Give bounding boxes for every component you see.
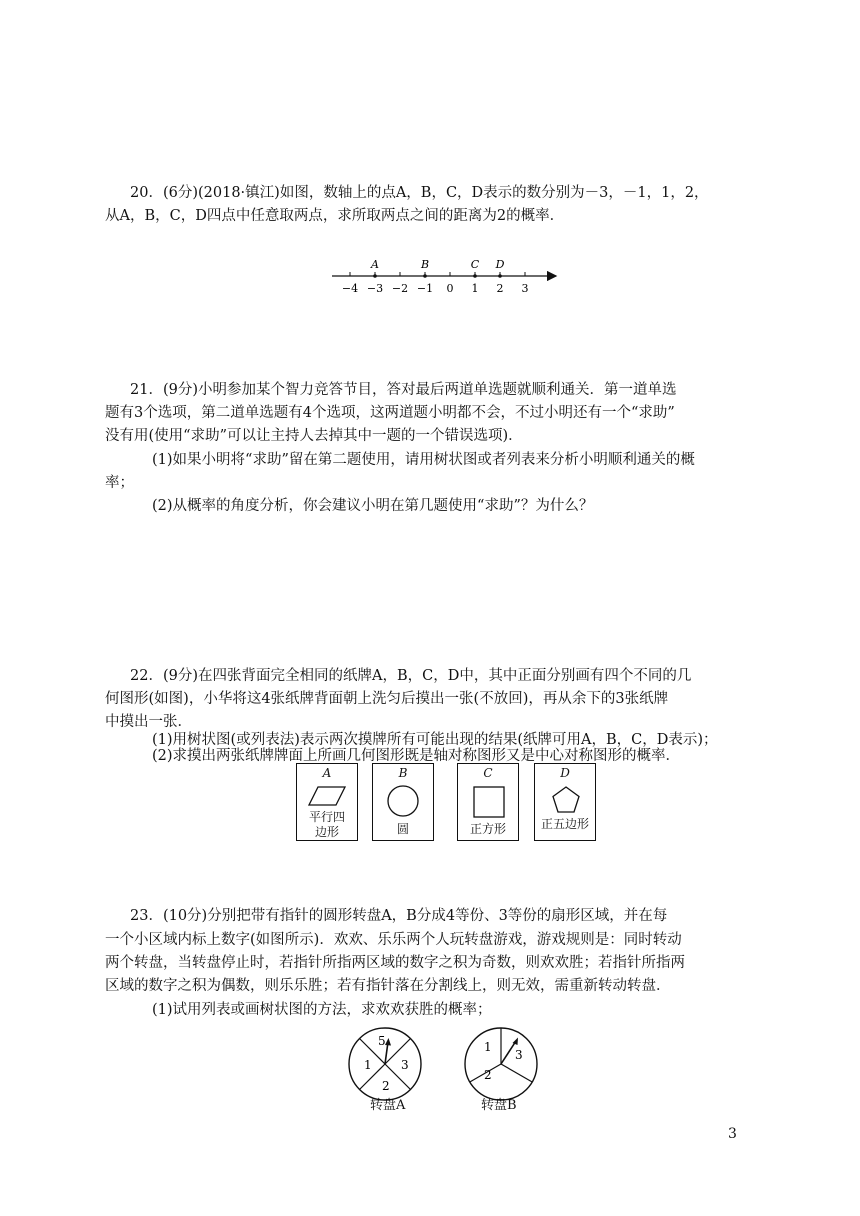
card-d-letter: D <box>560 766 570 780</box>
q22-text-line3: 中摸出一张． <box>105 714 192 730</box>
circle-icon <box>384 782 422 820</box>
q20-text-line1: 20．(6分)(2018·镇江)如图，数轴上的点A，B，C，D表示的数分别为－3，－1，1，2， <box>130 185 709 201</box>
number-line-tick-label: −1 <box>416 282 434 294</box>
number-line-tick-label: 0 <box>446 282 454 294</box>
number-line-point-label: C <box>470 258 480 271</box>
q21-part1-line2: 率； <box>105 475 134 491</box>
number-line-figure <box>330 256 565 294</box>
spinner-b-number-bottom: 2 <box>484 1068 492 1082</box>
card-d-name: 正五边形 <box>540 817 589 831</box>
spinner-a-caption: 转盘A <box>370 1098 406 1113</box>
spinner-a-number-bottom: 2 <box>382 1079 390 1093</box>
number-line-point-a <box>373 274 377 278</box>
number-line-point-label: D <box>495 258 505 271</box>
number-line-point-b <box>423 274 427 278</box>
card-c-name: 正方形 <box>469 822 506 836</box>
card-d <box>534 763 596 841</box>
page-number: 3 <box>728 1126 737 1142</box>
spinner-b-pointer <box>501 1041 516 1064</box>
number-line-point-label: A <box>371 258 379 271</box>
q23-text-line3: 两个转盘，当转盘停止时，若指针所指两区域的数字之积为奇数，则欢欢胜；若指针所指两 <box>105 955 685 971</box>
card-b <box>372 763 434 841</box>
q21-part2: (2)从概率的角度分析，你会建议小明在第几题使用“求助”？为什么？ <box>152 498 594 514</box>
card-a-letter: A <box>322 766 332 780</box>
number-line-tick-label: −3 <box>366 282 384 294</box>
spinner-b-number-left: 1 <box>484 1040 492 1054</box>
number-line-point-c <box>473 274 477 278</box>
q22-text-line1: 22．(9分)在四张背面完全相同的纸牌A，B，C，D中，其中正面分别画有四个不同的几 <box>130 668 692 684</box>
number-line-tick-label: 2 <box>496 282 504 294</box>
spinner-a-number-right: 3 <box>401 1058 409 1072</box>
card-b-name: 圆 <box>396 822 409 836</box>
q21-part1-line1: (1)如果小明将“求助”留在第二题使用，请用树状图或者列表来分析小明顺利通关的概 <box>152 452 695 468</box>
q23-text-line1: 23．(10分)分别把带有指针的圆形转盘A，B分成4等份、3等份的扇形区域，并在每 <box>130 908 668 924</box>
number-line-tick-label: 1 <box>471 282 479 294</box>
q23-text-line2: 一个小区域内标上数字(如图所示)．欢欢、乐乐两个人玩转盘游戏，游戏规则是：同时转动 <box>105 932 682 948</box>
q23-part1: (1)试用列表或画树状图的方法，求欢欢获胜的概率； <box>152 1002 492 1018</box>
square-icon <box>471 784 507 820</box>
number-line-point-label: B <box>420 258 430 271</box>
q23-text-line4: 区域的数字之积为偶数，则乐乐胜；若有指针落在分割线上，则无效，需重新转动转盘． <box>105 978 671 994</box>
shape-cards <box>296 763 601 845</box>
q22-text-line2: 何图形(如图)，小华将这4张纸牌背面朝上洗匀后摸出一张(不放回)，再从余下的3张纸牌 <box>105 691 669 707</box>
q20-text-line2: 从A，B，C，D四点中任意取两点，求所取两点之间的距离为2的概率． <box>105 208 565 224</box>
spinner-b-number-right: 3 <box>515 1048 523 1062</box>
spinner-a-number-top: 5 <box>378 1034 386 1048</box>
number-line-tick-label: 3 <box>521 282 529 294</box>
q21-text-line3: 没有用(使用“求助”可以让主持人去掉其中一题的一个错误选项)． <box>105 428 523 444</box>
card-b-letter: B <box>398 766 408 780</box>
spinner-a-number-left: 1 <box>364 1058 372 1072</box>
number-line-tick-label: −4 <box>341 282 359 294</box>
parallelogram-icon <box>306 784 348 808</box>
number-line-tick-label: −2 <box>391 282 409 294</box>
q22-part1: (1)用树状图(或列表法)表示两次摸牌所有可能出现的结果(纸牌可用A，B，C，D表示)； <box>152 732 718 748</box>
spinner-b-caption: 转盘B <box>481 1098 517 1113</box>
card-a <box>296 763 358 841</box>
q21-text-line1: 21．(9分)小明参加某个智力竞答节目，答对最后两道单选题就顺利通关．第一道单选 <box>130 382 677 398</box>
q22-part2: (2)求摸出两张纸牌牌面上所画几何图形既是轴对称图形又是中心对称图形的概率． <box>152 748 681 764</box>
card-c-letter: C <box>483 766 493 780</box>
card-c <box>457 763 519 841</box>
number-line-point-d <box>498 274 502 278</box>
pentagon-icon <box>549 784 583 816</box>
q21-text-line2: 题有3个选项，第二道单选题有4个选项，这两道题小明都不会，不过小明还有一个“求助” <box>105 405 675 421</box>
card-a-name-line2: 边形 <box>314 825 339 839</box>
card-a-name-line1: 平行四 <box>308 810 345 824</box>
